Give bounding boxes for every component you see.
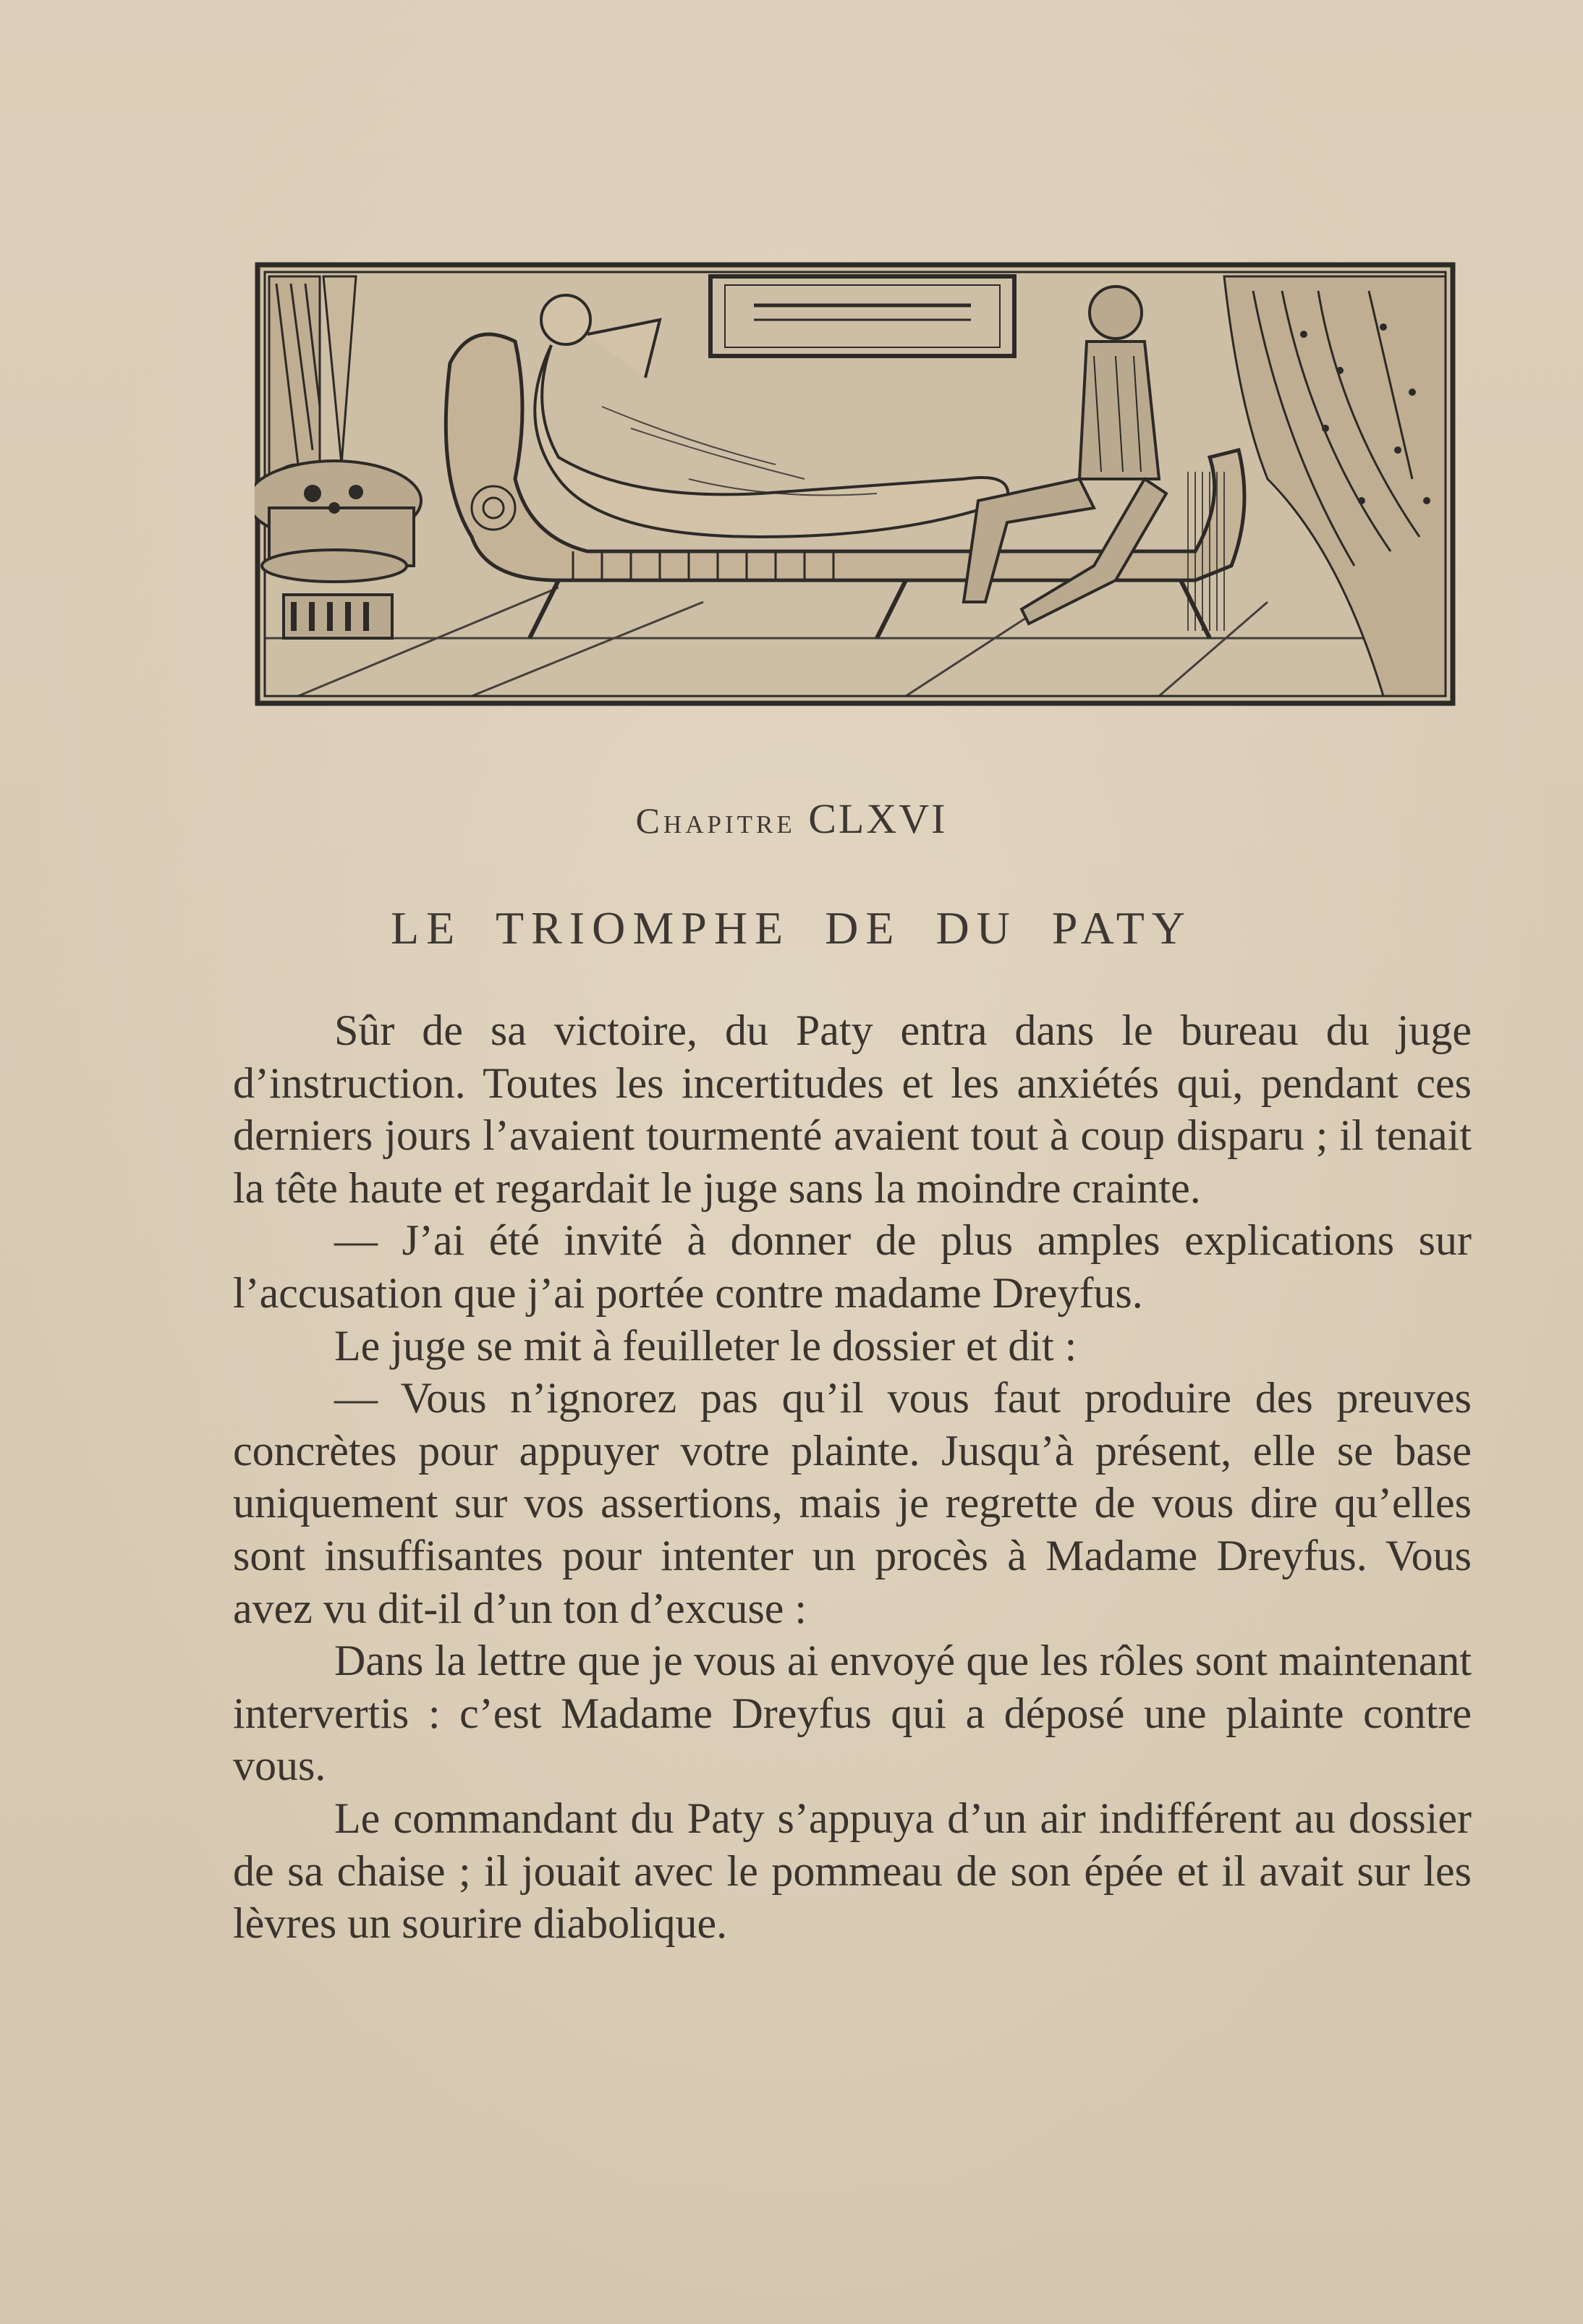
chapter-illustration <box>255 262 1456 706</box>
paragraph: Le commandant du Paty s’appuya d’un air indifférent au dossier de sa chaise ; il jouait avec le pommeau de son épée et il avait sur les lèvres un sourire diabolique. <box>233 1794 1472 1948</box>
chapter-label: Chapitre <box>635 800 796 841</box>
chapter-body <box>233 1004 1472 1950</box>
chapter-title: LE TRIOMPHE DE DU PATY <box>390 902 1193 954</box>
engraving-vignette-icon <box>255 262 1456 706</box>
paragraph: Sûr de sa victoire, du Paty entra dans le bureau du juge d’instruction. Toutes les incertitudes et les anxiétés qui, pendant ces derniers jours l’avaient tourmenté avaient tout à coup disparu ; il tenait la tête haute et regardait le juge sans la moindre crainte. <box>233 1006 1472 1212</box>
paragraph: — J’ai été invité à donner de plus amples explications sur l’accusation que j’ai portée contre madame Dreyfus. <box>233 1216 1472 1317</box>
paragraph: Dans la lettre que je vous ai envoyé que les rôles sont maintenant intervertis : c’est Madame Dreyfus qui a déposé une plainte contre vous. <box>233 1637 1472 1790</box>
chapter-number: CLXVI <box>808 795 948 842</box>
chapter-heading <box>0 794 1583 843</box>
paragraph: Le juge se mit à feuilleter le dossier et dit : <box>334 1321 1077 1370</box>
paragraph: — Vous n’ignorez pas qu’il vous faut produire des preuves concrètes pour appuyer votre plainte. Jusqu’à présent, elle se base uniquement sur vos assertions, mais je regrette de vous dire qu’elles sont insuffisantes pour intenter un procès à Madame Dreyfus. Vous avez vu dit-il d’un ton d’excuse : <box>233 1374 1472 1632</box>
